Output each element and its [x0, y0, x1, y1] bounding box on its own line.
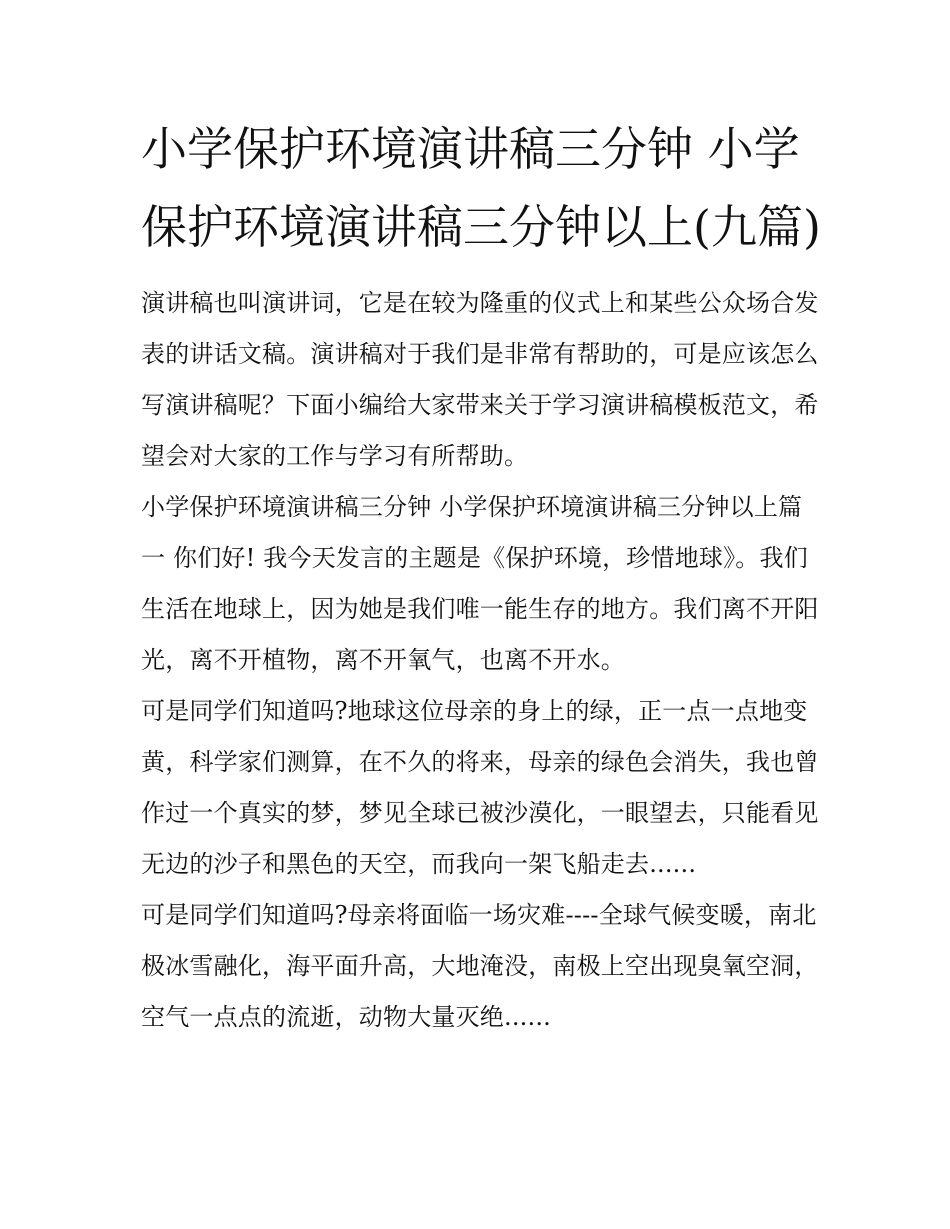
document-title: 小学保护环境演讲稿三分钟 小学保护环境演讲稿三分钟以上(九篇) [141, 122, 821, 254]
document-body [141, 110, 821, 1043]
body-paragraph: 可是同学们知道吗?地球这位母亲的身上的绿，正一点一点地变黄，科学家们测算，在不久的将来，母亲的绿色会消失，我也曾作过一个真实的梦，梦见全球已被沙漠化，一眼望去，只能看见无边的沙子和黑色的天空，而我向一架飞船走去...... [141, 697, 819, 878]
body-paragraph: 小学保护环境演讲稿三分钟 小学保护环境演讲稿三分钟以上篇一 你们好! 我今天发言的主题是《保护环境，珍惜地球》。我们生活在地球上，因为她是我们唯一能生存的地方。我们离不开阳光，离不开植物，离不开氧气，也离不开水。 [141, 493, 819, 674]
body-paragraph: 可是同学们知道吗?母亲将面临一场灾难----全球气候变暖，南北极冰雪融化，海平面升高，大地淹没，南极上空出现臭氧空洞，空气一点点的流逝，动物大量灭绝...... [141, 901, 819, 1031]
intro-paragraph: 演讲稿也叫演讲词，它是在较为隆重的仪式上和某些公众场合发表的讲话文稿。演讲稿对于我们是非常有帮助的，可是应该怎么写演讲稿呢？下面小编给大家带来关于学习演讲稿模板范文，希望会对大家的工作与学习有所帮助。 [141, 289, 819, 470]
